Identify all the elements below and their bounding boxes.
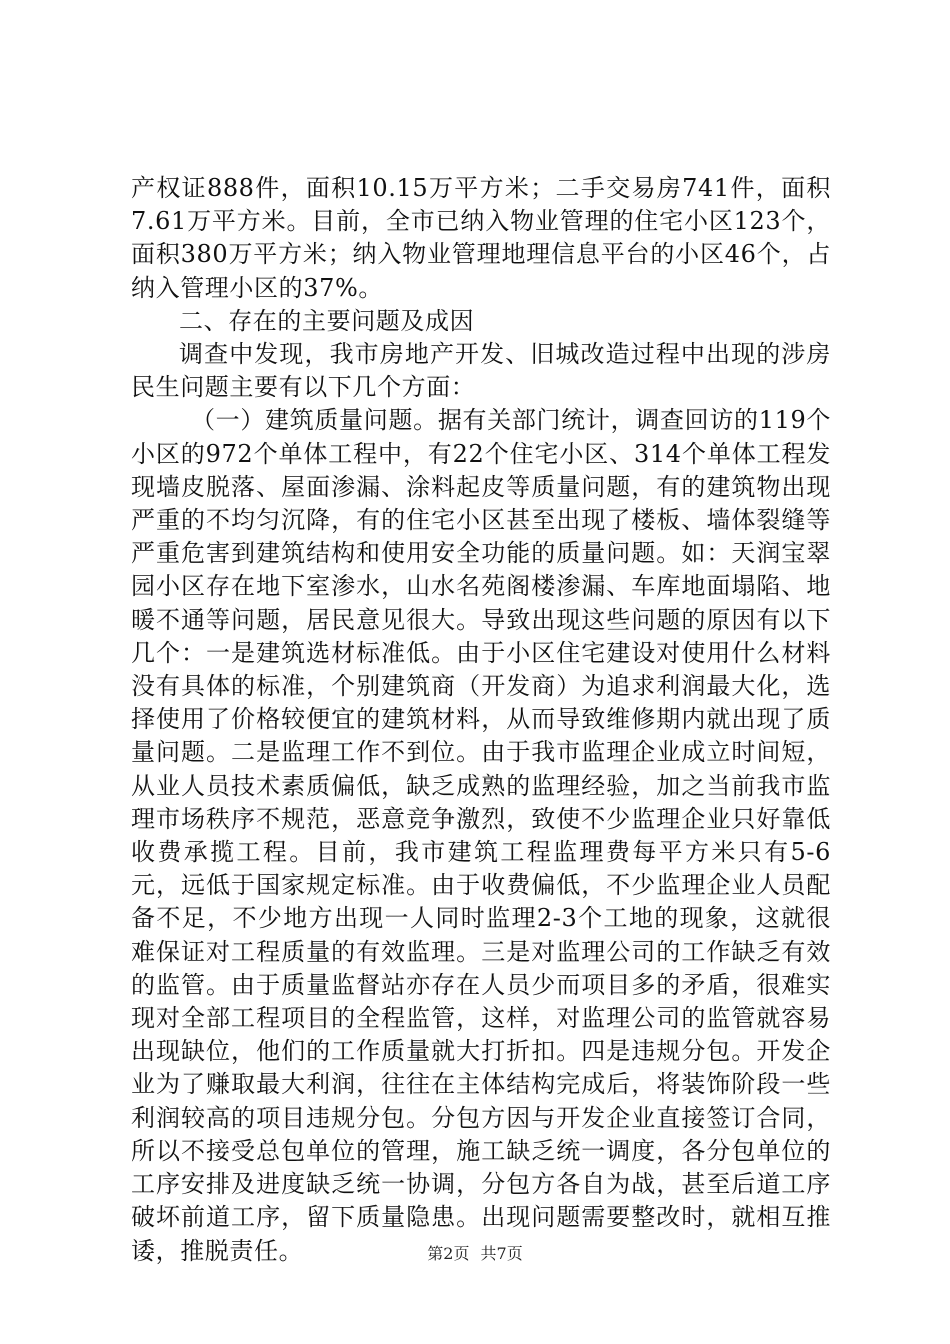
page-footer xyxy=(0,1244,950,1264)
paragraph-building-quality: （一）建筑质量问题。据有关部门统计，调查回访的119个小区的972个单体工程中，有22个住宅小区、314个单体工程发现墙皮脱落、屋面渗漏、涂料起皮等质量问题，有的建筑物出现严重的不均匀沉降，有的住宅小区甚至出现了楼板、墙体裂缝等严重危害到建筑结构和使用安全功能的质量问题。如：天润宝翠园小区存在地下室渗水，山水名苑阁楼渗漏、车库地面塌陷、地暖不通等问题，居民意见很大。导致出现这些问题的原因有以下几个：一是建筑选材标准低。由于小区住宅建设对使用什么材料没有具体的标准，个别建筑商（开发商）为追求利润最大化，选择使用了价格较便宜的建筑材料，从而导致维修期内就出现了质量问题。二是监理工作不到位。由于我市监理企业成立时间短，从业人员技术素质偏低，缺乏成熟的监理经验，加之当前我市监理市场秩序不规范，恶意竞争激烈，致使不少监理企业只好靠低收费承揽工程。目前，我市建筑工程监理费每平方米只有5-6元，远低于国家规定标准。由于收费偏低，不少监理企业人员配备不足，不少地方出现一人同时监理2-3个工地的现象，这就很难保证对工程质量的有效监理。三是对监理公司的工作缺乏有效的监管。由于质量监督站亦存在人员少而项目多的矛盾，很难实现对全部工程项目的全程监管，这样，对监理公司的监管就容易出现缺位，他们的工作质量就大打折扣。四是违规分包。开发企业为了赚取最大利润，往往在主体结构完成后，将装饰阶段一些利润较高的项目违规分包。分包方因与开发企业直接签订合同，所以不接受总包单位的管理，施工缺乏统一调度，各分包单位的工序安排及进度缺乏统一协调，分包方各自为战，甚至后道工序破坏前道工序，留下质量隐患。出现问题需要整改时，就相互推诿，推脱责任。 xyxy=(131,406,831,1265)
page-total: 共7页 xyxy=(480,1244,523,1263)
paragraph-continuation: 产权证888件，面积10.15万平方米；二手交易房741件，面积7.61万平方米。目前，全市已纳入物业管理的住宅小区123个，面积380万平方米；纳入物业管理地理信息平台的小区46个，占纳入管理小区的37%。 xyxy=(131,174,831,302)
paragraph-intro: 调查中发现，我市房地产开发、旧城改造过程中出现的涉房民生问题主要有以下几个方面： xyxy=(131,340,831,402)
page-number: 第2页 xyxy=(427,1244,470,1263)
section-heading: 二、存在的主要问题及成因 xyxy=(179,306,475,335)
document-body xyxy=(131,172,831,1268)
